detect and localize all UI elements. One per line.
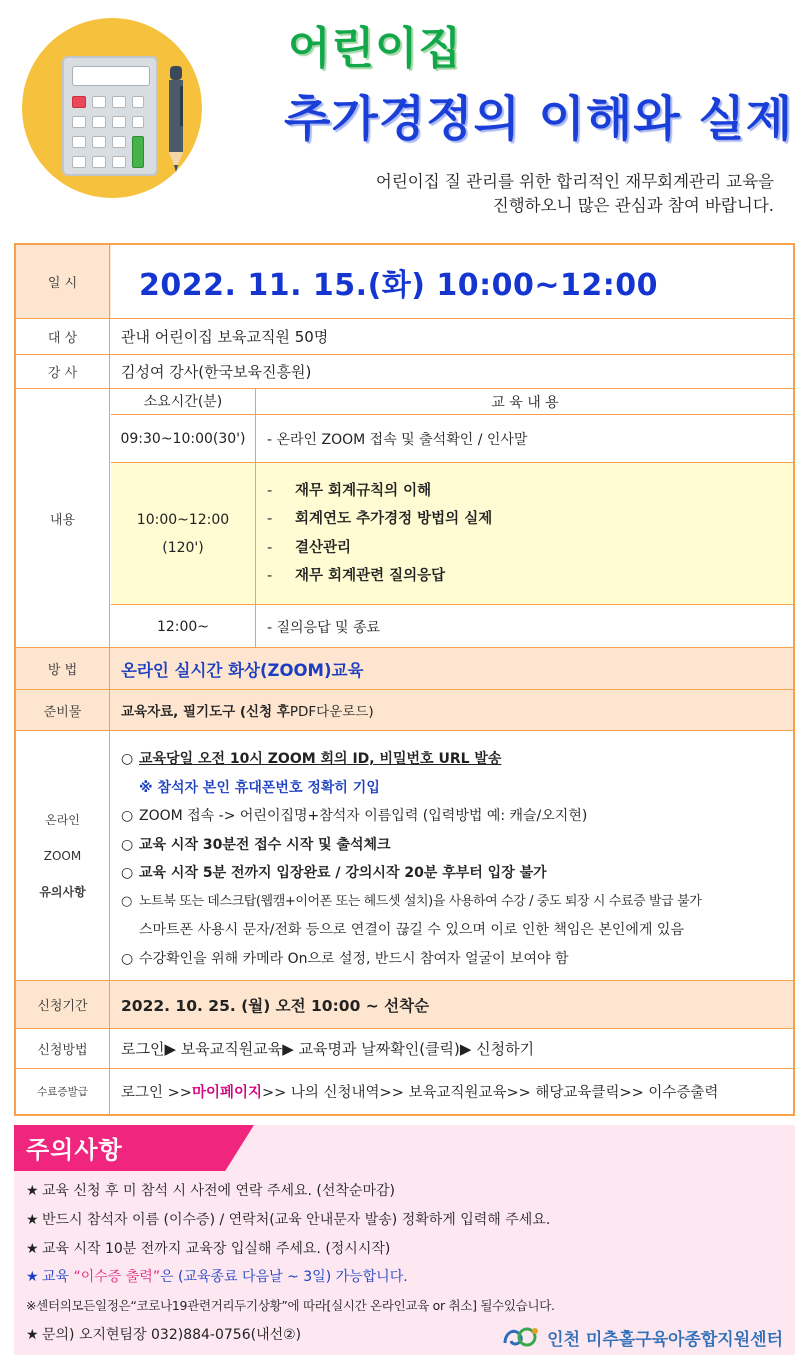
content-desc [257,463,793,604]
row-lecturer [16,355,793,389]
intro-text [376,170,774,218]
mypage-link[interactable]: 마이페이지 [191,1085,262,1101]
content-header [111,389,793,415]
star-icon: ★ [26,1240,39,1257]
row-content [16,389,793,648]
content-desc: - 온라인 ZOOM 접속 및 출석확인 / 인사말 [267,431,528,448]
list-item: ★ 교육 시작 10분 전까지 교육장 입실해 주세요. (정시시작) [26,1235,555,1264]
row-target [16,319,793,355]
row-prep [16,690,793,731]
center-logo-icon [501,1323,541,1351]
star-icon: ★ [26,1211,39,1228]
content-time: 12:00~ [111,605,256,648]
caution-list [26,1177,555,1350]
row-method [16,648,793,690]
list-item: - 회계연도 추가경정 방법의 실제 [267,511,493,527]
content-time: 09:30~10:00(30') [111,415,256,462]
caution-section [14,1125,795,1355]
org-signature: 인천 미추홀구육아종합지원센터 [501,1323,783,1351]
label-cert: 수료증발급 [16,1069,110,1114]
lecturer-value: 김성여 강사(한국보육진흥원) [121,363,312,381]
intro-line1: 어린이집 질 관리를 위한 합리적인 재무회계관리 교육을 [375,172,774,191]
title-line2: 추가경정의 이해와 실제 [284,91,794,147]
list-item: 스마트폰 사용시 문자/전화 등으로 연결이 끊길 수 있으며 이로 인한 책임은 본인에게 있음 [139,922,684,938]
list-item: ※센터의모든일정은“코로나19관련거리두기상황”에 따라[실시간 온라인교육 or 취소] 될수있습니다. [26,1298,555,1314]
info-table [14,243,795,1116]
caution-title: 주의사항 [26,1136,123,1164]
list-item: - 결산관리 [267,539,352,556]
list-item: ○ 노트북 또는 데스크탑(웹캠+이어폰 또는 헤드셋 설치)을 사용하여 수강 / 중도 퇴장 시 수료증 발급 불가 [121,893,702,909]
label-prep: 준비물 [16,690,110,730]
list-item: - 재무 회계관련 질의응답 [267,568,446,584]
target-value: 관내 어린이집 보육교직원 50명 [121,328,329,346]
list-item: ○ 교육 시작 30분전 접수 시작 및 출석체크 [121,836,391,853]
list-item: ○ 교육당일 오전 10시 ZOOM 회의 ID, 비밀번호 URL 발송 [121,751,502,767]
label-notes: 온라인 ZOOM 유의사항 [16,731,110,980]
cert-value: 로그인 >> 마이페이지 >> 나의 신청내역>> 보육교직원교육>> 해당교육클릭>> 이수증출력 [111,1069,793,1114]
list-item: ★ 교육 신청 후 미 참석 시 사전에 연락 주세요. (선착순마감) [26,1177,555,1206]
col-desc-header: 교 육 내 용 [491,394,559,411]
row-notes [16,731,793,981]
list-item: ○ 수강확인을 위해 카메라 On으로 설정, 반드시 참여자 얼굴이 보여야 함 [121,950,569,967]
label-lecturer: 강 사 [16,355,110,388]
content-row [111,605,793,648]
label-apply: 신청방법 [16,1029,110,1068]
content-time: 10:00~12:00 (120') [111,463,256,604]
pen-icon [166,66,186,176]
content-desc: - 질의응답 및 종료 [267,619,381,636]
star-icon: ★ [26,1183,39,1199]
star-icon: ★ [26,1269,39,1286]
list-item: ★ 교육 “이수증 출력”은 (교육종료 다음날 ~ 3일) 가능합니다. [26,1263,555,1292]
calculator-icon [62,56,158,176]
list-item: - 재무 회계규칙의 이해 [267,482,432,499]
prep-value: 교육자료, 필기도구 (신청 후 PDF다운로드) [121,704,374,720]
label-date: 일 시 [16,245,110,318]
list-item: ★ 반드시 참석자 이름 (이수증) / 연락처(교육 안내문자 발송) 정확하게 입력해 주세요. [26,1206,555,1235]
row-apply [16,1029,793,1069]
period-value: 2022. 10. 25. (월) 오전 10:00 ~ 선착순 [121,996,430,1015]
content-row [111,463,793,605]
list-item: ★ 문의) 오지현팀장 032)884-0756(내선②) [26,1321,555,1350]
intro-line2: 진행하오니 많은 관심과 참여 바랍니다. [492,196,774,215]
date-value: 2022. 11. 15.(화) 10:00~12:00 [139,267,659,303]
label-target: 대 상 [16,319,110,354]
list-item: ○ 교육 시작 5분 전까지 입장완료 / 강의시작 20분 후부터 입장 불가 [121,865,547,881]
content-row [111,415,793,463]
col-time-header: 소요시간(분) [111,389,256,414]
list-item: ※ 참석자 본인 휴대폰번호 정확히 기입 [139,779,380,796]
row-cert [16,1069,793,1114]
label-period: 신청기간 [16,981,110,1028]
apply-value: 로그인▶ 보육교직원교육▶ 교육명과 날짜확인(클릭)▶ 신청하기 [121,1040,535,1058]
method-value: 온라인 실시간 화상(ZOOM)교육 [121,660,364,680]
star-icon: ★ [26,1326,39,1343]
header [0,0,810,240]
label-content: 내용 [16,389,110,647]
row-date [16,245,793,319]
title-line1: 어린이집 [288,23,463,74]
label-method: 방 법 [16,648,110,689]
list-item: ○ ZOOM 접속 -> 어린이집명+참석자 이름입력 (입력방법 예: 캐슬/오지현) [121,808,588,824]
notes-list [121,745,785,973]
row-period [16,981,793,1029]
